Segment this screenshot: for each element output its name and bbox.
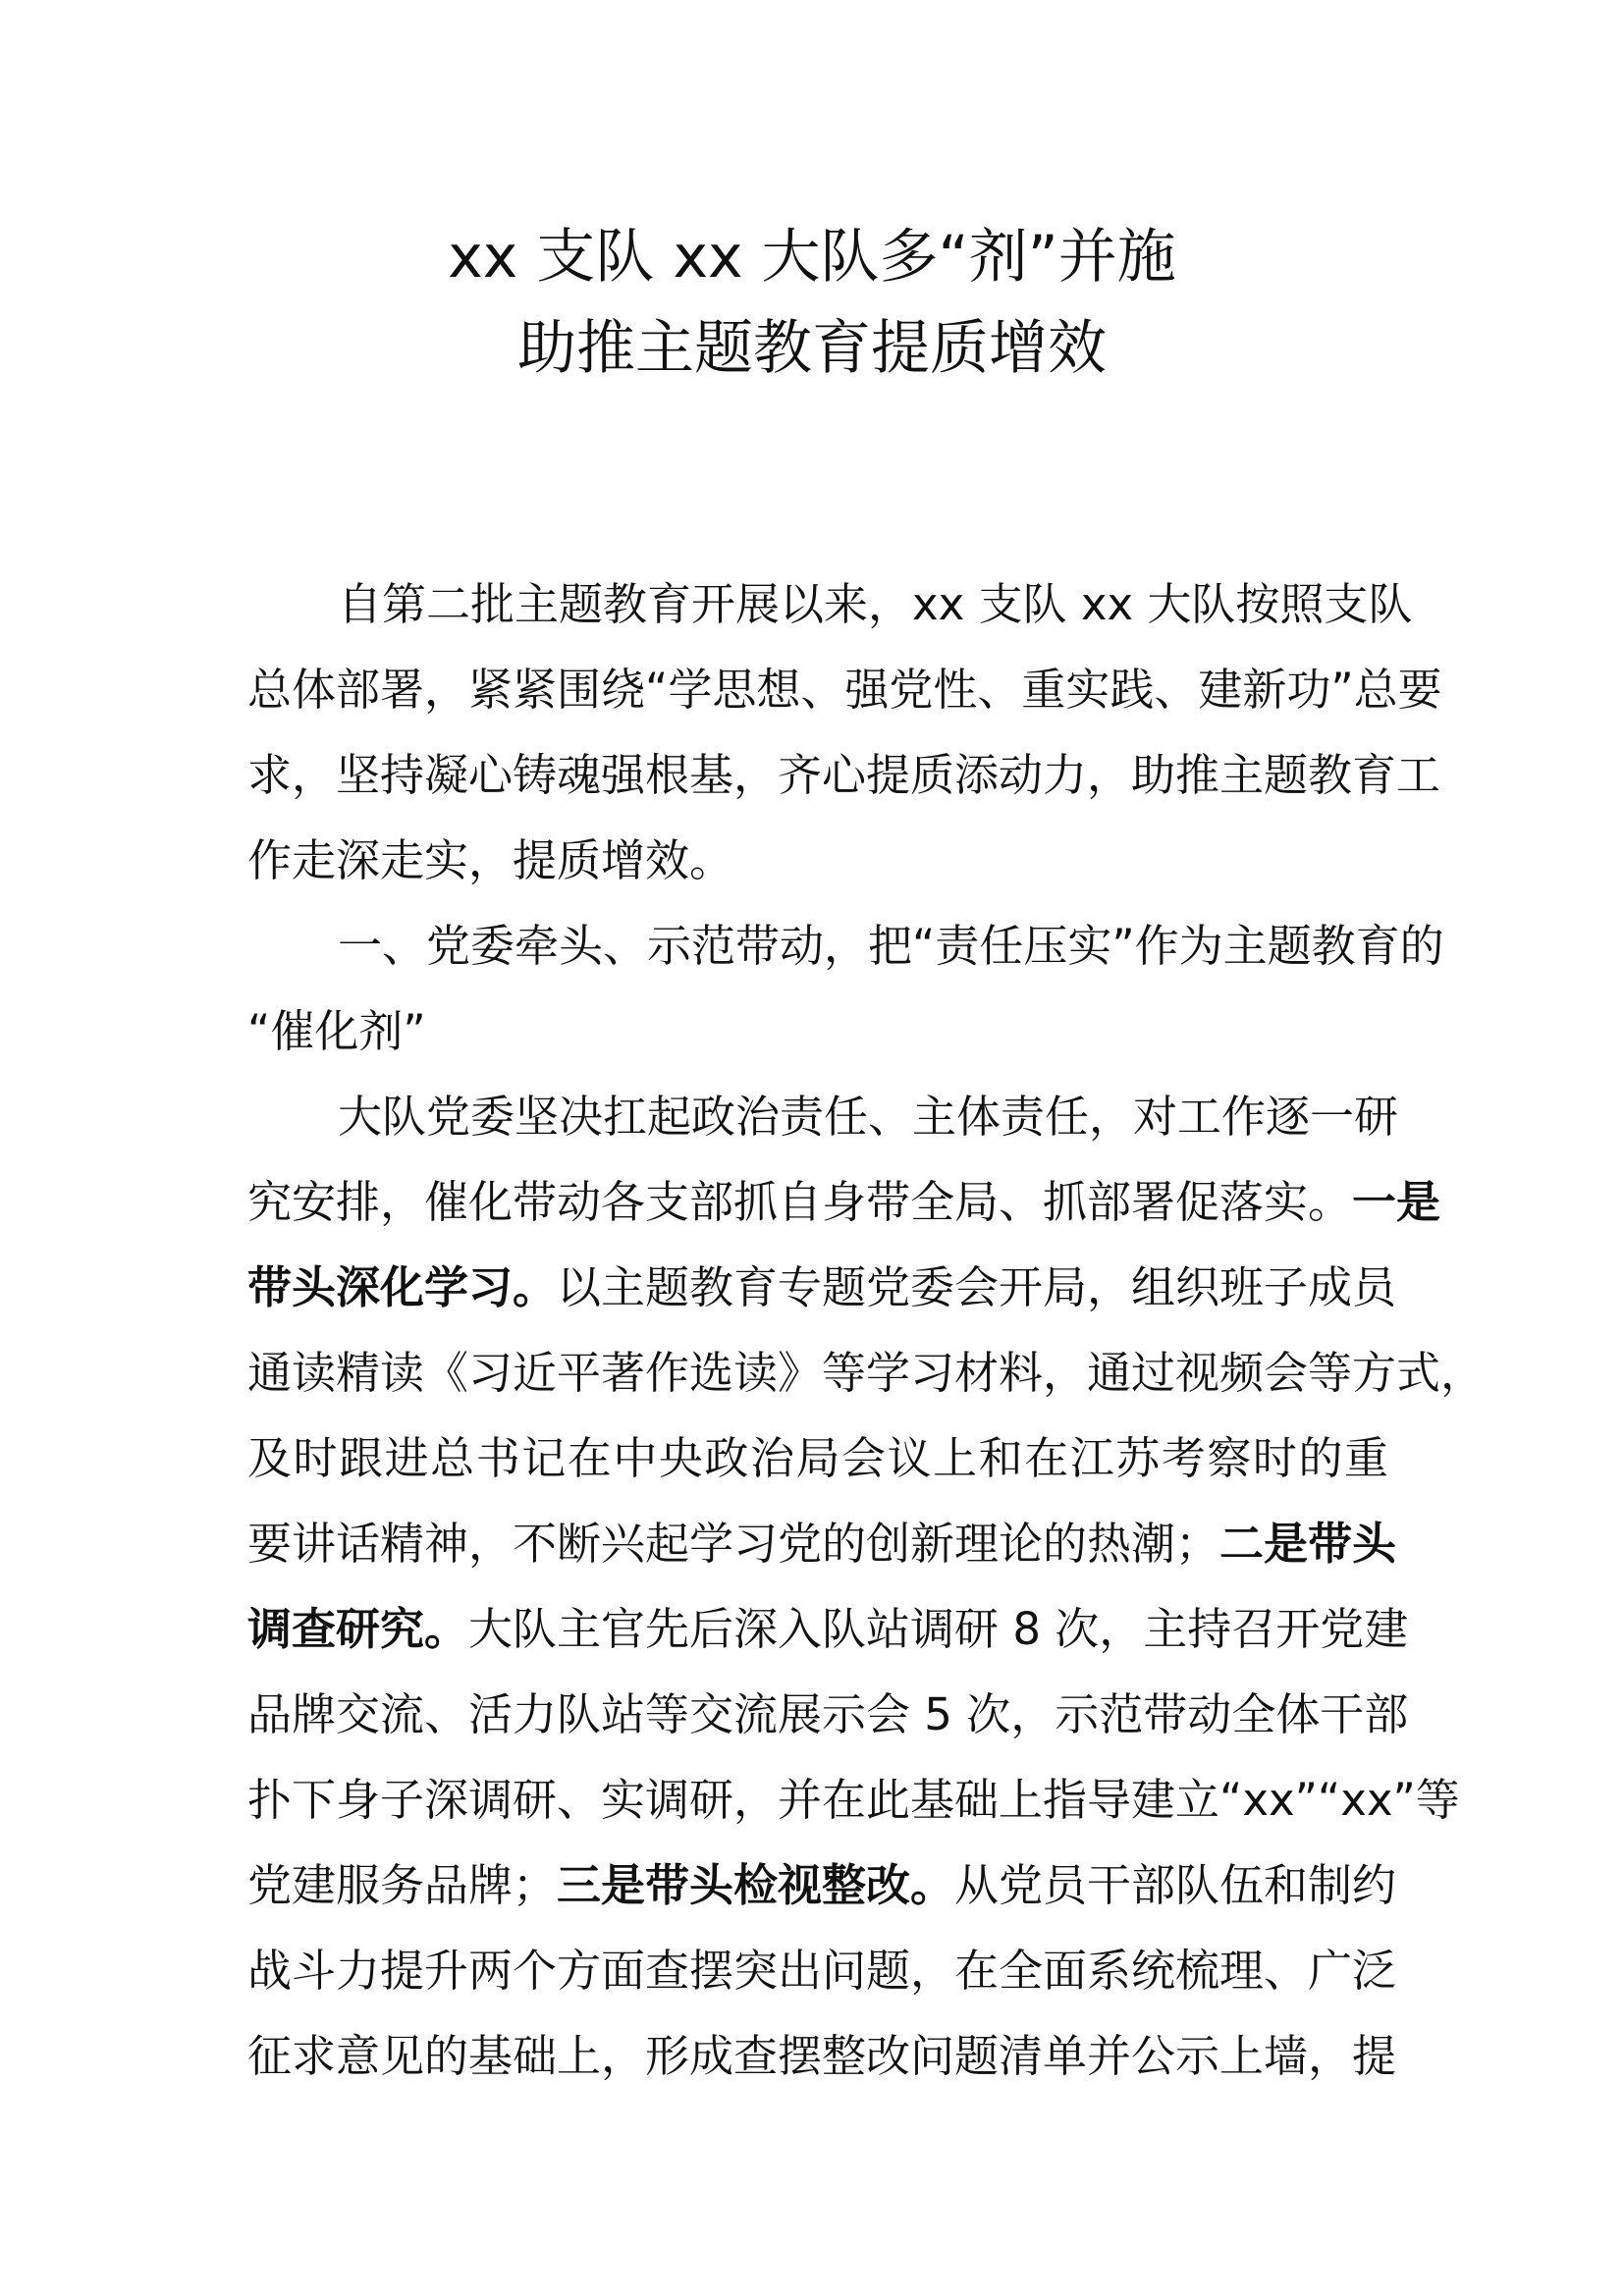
title-line-1: xx 支队 xx 大队多“剂”并施 (448, 223, 1176, 292)
document-body (247, 561, 1486, 2099)
text-segment: 作走深走实，提质增效。 (247, 834, 734, 886)
text-segment: 从党员干部队伍和制约 (954, 1859, 1397, 1911)
text-line (247, 1245, 1397, 1330)
text-line (247, 1757, 1460, 1842)
text-line (247, 2013, 1397, 2099)
text-line (247, 1415, 1388, 1501)
text-line (247, 818, 1388, 903)
text-segment: 大队主官先后深入队站调研 8 次，主持召开党建 (468, 1603, 1409, 1655)
text-line (247, 1159, 1441, 1245)
text-line (247, 1501, 1397, 1586)
text-segment: 战斗力提升两个方面查摆突出问题，在全面系统梳理、广泛 (247, 1945, 1397, 1997)
bold-text-segment: 三是带头检视整改。 (557, 1859, 955, 1911)
text-segment: 品牌交流、活力队站等交流展示会 5 次，示范带动全体干部 (247, 1688, 1409, 1740)
text-segment: 总体部署，紧紧围绕“学思想、强党性、重实践、建新功”总要 (247, 664, 1442, 716)
text-line (247, 1928, 1397, 2013)
text-segment: 扑下身子深调研、实调研，并在此基础上指导建立“xx”“xx”等 (247, 1774, 1460, 1826)
paragraph (247, 561, 1442, 903)
bold-text-segment: 二是带头 (1219, 1518, 1397, 1570)
text-line (247, 1330, 1486, 1415)
document-title (0, 212, 1624, 395)
bold-text-segment: 带头深化学习。 (247, 1261, 558, 1313)
text-segment: 通读精读《习近平著作选读》等学习材料，通过视频会等方式， (247, 1347, 1486, 1399)
text-line (247, 647, 1442, 732)
text-segment: 求，坚持凝心铸魂强根基，齐心提质添动力，助推主题教育工 (247, 749, 1441, 801)
bold-text-segment: 一是 (1352, 1176, 1441, 1228)
text-line (247, 1074, 1399, 1159)
text-segment: 及时跟进总书记在中央政治局会议上和在江苏考察时的重 (247, 1432, 1388, 1484)
text-line (247, 561, 1413, 647)
text-line (247, 1586, 1409, 1672)
paragraph (247, 903, 1444, 1074)
text-segment: 要讲话精神，不断兴起学习党的创新理论的热潮； (247, 1518, 1220, 1570)
text-line (247, 732, 1441, 818)
text-segment: 以主题教育专题党委会开局，组织班子成员 (557, 1261, 1397, 1313)
text-line (247, 1672, 1409, 1757)
text-segment: 自第二批主题教育开展以来，xx 支队 xx 大队按照支队 (338, 578, 1413, 630)
text-line (247, 988, 1388, 1074)
text-segment: 党建服务品牌； (247, 1859, 558, 1911)
text-segment: 究安排，催化带动各支部抓自身带全局、抓部署促落实。 (247, 1176, 1353, 1228)
text-segment: 征求意见的基础上，形成查摆整改问题清单并公示上墙，提 (247, 2030, 1397, 2082)
text-line (247, 903, 1444, 988)
text-segment: 一、党委牵头、示范带动，把“责任压实”作为主题教育的 (338, 920, 1444, 972)
bold-text-segment: 调查研究。 (247, 1603, 469, 1655)
text-segment: 大队党委坚决扛起政治责任、主体责任，对工作逐一研 (338, 1091, 1399, 1143)
text-segment: “催化剂” (247, 1005, 426, 1057)
text-line (247, 1842, 1397, 1928)
title-line-2: 助推主题教育提质增效 (517, 314, 1107, 383)
paragraph (247, 1074, 1486, 2099)
